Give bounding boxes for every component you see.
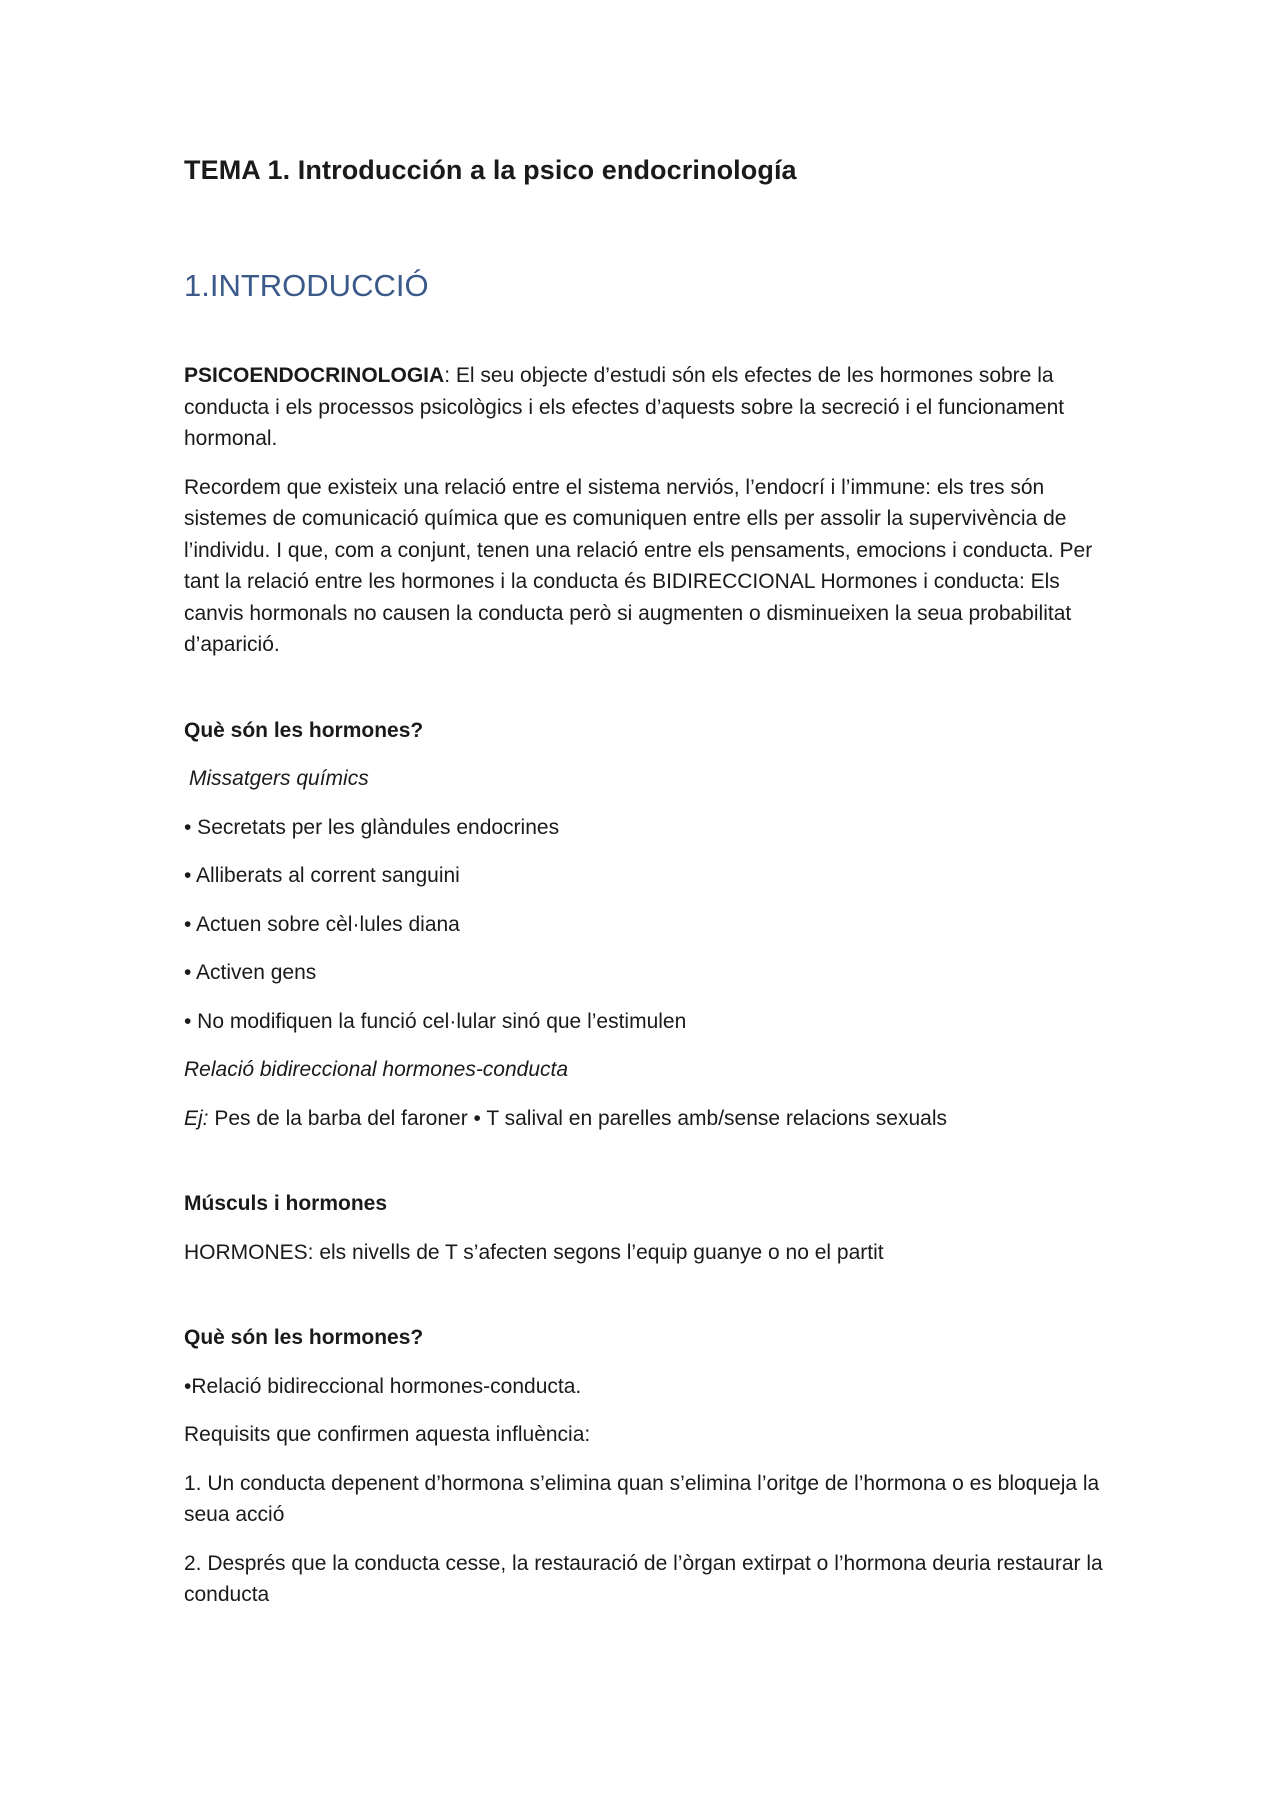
hormones-bullet-item: • Alliberats al corrent sanguini: [184, 864, 460, 887]
definition-term: PSICOENDOCRINOLOGIA: [184, 364, 445, 387]
muscles-text: HORMONES: els nivells de T s’afecten segons l’equip guanye o no el partit: [184, 1240, 884, 1264]
hormones-heading-2: Què són les hormones?: [184, 1326, 424, 1349]
relation-line: Relació bidireccional hormones-conducta: [184, 1058, 569, 1081]
definition-paragraph: [184, 360, 1104, 455]
definition-text: : El seu objecte d’estudi són els efectes de les hormones sobre la conducta i els processos psicològics i els efectes d’aquests sobre la secreció i el funcionament hormonal.: [184, 364, 1065, 450]
example-label: Ej:: [184, 1106, 209, 1130]
hormones-bullet-item: • Secretats per les glàndules endocrines: [184, 815, 560, 839]
requisit-item: 1. Un conducta depenent d’hormona s’elimina quan s’elimina l’oritge de l’hormona o es bloqueja la seua acció: [184, 1471, 1100, 1526]
document-body: [184, 360, 1104, 1628]
muscles-heading: Músculs i hormones: [184, 1192, 388, 1215]
hormones-bullet-item: • No modifiquen la funció cel·lular sinó que l’estimulen: [184, 1009, 687, 1033]
document-title: TEMA 1. Introducción a la psico endocrinología: [184, 155, 797, 185]
requisit-item: 2. Després que la conducta cesse, la restauració de l’òrgan extirpat o l’hormona deuria restaurar la conducta: [184, 1551, 1103, 1606]
hormones-subtitle: Missatgers químics: [189, 767, 369, 790]
document-page: [184, 0, 1104, 1811]
hormones-heading-1: Què són les hormones?: [184, 718, 424, 742]
example-text: Pes de la barba del faroner • T salival en parelles amb/sense relacions sexuals: [208, 1106, 948, 1130]
example-line: [184, 1103, 1104, 1135]
relation-bullet: •Relació bidireccional hormones-conducta.: [184, 1374, 582, 1398]
requisits-intro: Requisits que confirmen aquesta influència:: [184, 1423, 591, 1446]
section-heading-introduccio: 1.INTRODUCCIÓ: [184, 268, 429, 303]
hormones-bullet-item: • Actuen sobre cèl·lules diana: [184, 912, 460, 936]
relation-paragraph: Recordem que existeix una relació entre el sistema nerviós, l’endocrí i l’immune: els tres són sistemes de comunicació química que es comuniquen entre ells per assolir la supervivència de l’individu. I que, com a conjunt, tenen una relació entre els pensaments, emocions i conducta. Per tant la relació entre les hormones i la conducta és BIDIRECCIONAL Hormones i conducta: Els canvis hormonals no causen la conducta però si augmenten o disminueixen la seua probabilitat d’aparició.: [184, 475, 1093, 656]
hormones-bullet-item: • Activen gens: [184, 961, 317, 984]
